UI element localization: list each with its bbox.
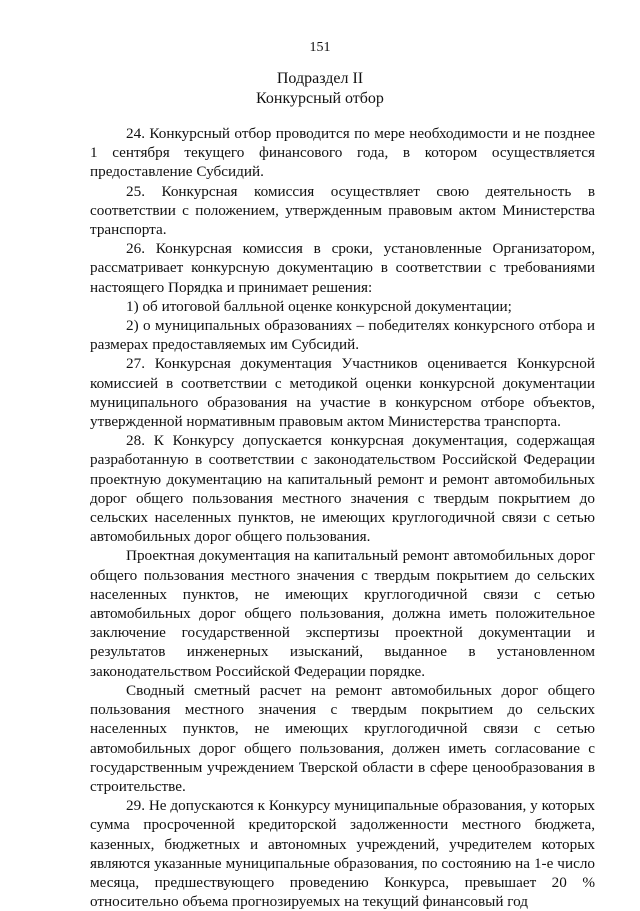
paragraph-26-item-2: 2) о муниципальных образованиях – победителях конкурсного отбора и размерах предоставляемых им Субсидий. (90, 317, 595, 354)
page-number: 151 (309, 40, 331, 55)
paragraph-28-estimate: Сводный сметный расчет на ремонт автомобильных дорог общего пользования местного значения с твердым покрытием до сельских населенных пунктов, не имеющих круглогодичной связи с сетью автомобильных дорог общего пользования, должен иметь согласование с государственным учреждением Тверской области в сфере ценообразования в строительстве. (90, 681, 595, 795)
paragraph-27: 27. Конкурсная документация Участников оценивается Конкурсной комиссией в соответствии с методикой оценки конкурсной документации муниципального образования на участие в конкурсном отборе объектов, утвержденной нормативным правовым актом Министерства транспорта. (90, 355, 595, 431)
document-body (90, 124, 595, 911)
paragraph-24: 24. Конкурсный отбор проводится по мере необходимости и не позднее 1 сентября текущего финансового года, в котором осуществляется предоставление Субсидий. (90, 125, 595, 181)
section-title: Конкурсный отбор (256, 90, 384, 107)
paragraph-25: 25. Конкурсная комиссия осуществляет свою деятельность в соответствии с положением, утвержденным правовым актом Министерства транспорта. (90, 182, 595, 239)
paragraph-26-item-1: 1) об итоговой балльной оценке конкурсной документации; (126, 297, 512, 315)
paragraph-28-project-docs: Проектная документация на капитальный ремонт автомобильных дорог общего пользования местного значения с твердым покрытием до сельских населенных пунктов, не имеющих круглогодичной связи с сетью автомобильных дорог общего пользования, должна иметь положительное заключение государственной экспертизы проектной документации и результатов инженерных изысканий, выданное в установленном законодательством Российской Федерации порядке. (90, 547, 595, 680)
paragraph-28: 28. К Конкурсу допускается конкурсная документация, содержащая разработанную в соответствии с законодательством Российской Федерации проектную документацию на капитальный ремонт и ремонт автомобильных дорог общего пользования местного значения с твердым покрытием до сельских населенных пунктов, не имеющих круглогодичной связи с сетью автомобильных дорог общего пользования. (90, 432, 595, 546)
paragraph-29: 29. Не допускаются к Конкурсу муниципальные образования, у которых сумма просроченной кредиторской задолженности местного бюджета, казенных, бюджетных и автономных учреждений, учредителем которых являются указанные муниципальные образования, по состоянию на 1-е число месяца, предшествующего проведению Конкурса, превышает 20 % относительно объема прогнозируемых на текущий финансовый год (90, 797, 595, 911)
paragraph-26: 26. Конкурсная комиссия в сроки, установленные Организатором, рассматривает конкурсную документацию в соответствии с требованиями настоящего Порядка и принимает решения: (90, 240, 595, 296)
subsection-heading: Подраздел II (276, 70, 364, 87)
